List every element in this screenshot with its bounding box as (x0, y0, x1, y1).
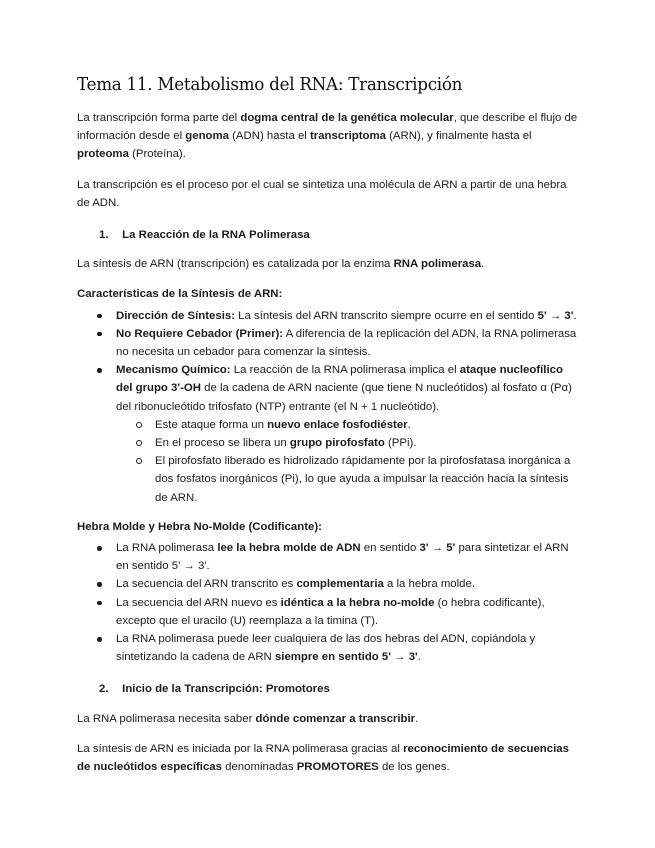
section-2-heading: 2. Inicio de la Transcripción: Promotores (99, 683, 330, 696)
list-item: La secuencia del ARN transcrito es complementaria a la hebra molde. (77, 575, 582, 593)
strands-list (77, 539, 582, 666)
section-2-paragraph-2: La síntesis de ARN es iniciada por la RNA polimerasa gracias al reconocimiento de secuencias de nucleótidos específicas denominadas PROMOTORES de los genes. (77, 742, 569, 774)
characteristics-heading: Características de la Síntesis de ARN: (77, 288, 283, 301)
section-1-paragraph: La síntesis de ARN (transcripción) es catalizada por la enzima RNA polimerasa. (77, 258, 485, 271)
sub-list-item: Este ataque forma un nuevo enlace fosfodiéster. (116, 416, 582, 434)
list-item: La secuencia del ARN nuevo es idéntica a la hebra no-molde (o hebra codificante), excepto que el uracilo (U) reemplaza a la timina (T). (77, 594, 582, 630)
document-page (77, 72, 582, 776)
mechanism-sublist (116, 416, 582, 507)
intro-paragraph-1: La transcripción forma parte del dogma central de la genética molecular, que describe el flujo de información desde el genoma (ADN) hasta el transcriptoma (ARN), y finalmente hasta el proteoma (Proteína). (77, 112, 578, 161)
page-title: Tema 11. Metabolismo del RNA: Transcripción (77, 74, 463, 95)
section-1-heading: 1. La Reacción de la RNA Polimerasa (99, 229, 310, 242)
list-item: Dirección de Síntesis: La síntesis del ARN transcrito siempre ocurre en el sentido 5' → 3'. (77, 307, 582, 325)
list-item: La RNA polimerasa puede leer cualquiera de las dos hebras del ADN, copiándola y sintetizando la cadena de ARN siempre en sentido 5' → 3'. (77, 630, 582, 666)
section-2-paragraph-1: La RNA polimerasa necesita saber dónde comenzar a transcribir. (77, 712, 419, 725)
list-item: No Requiere Cebador (Primer): A diferencia de la replicación del ADN, la RNA polimerasa no necesita un cebador para comenzar la síntesis. (77, 325, 582, 361)
strands-heading: Hebra Molde y Hebra No-Molde (Codificante): (77, 520, 322, 533)
intro-paragraph-2: La transcripción es el proceso por el cual se sintetiza una molécula de ARN a partir de una hebra de ADN. (77, 178, 567, 209)
sub-list-item: En el proceso se libera un grupo pirofosfato (PPi). (116, 434, 582, 452)
list-item: La RNA polimerasa lee la hebra molde de ADN en sentido 3' → 5' para sintetizar el ARN en sentido 5' → 3'. (77, 539, 582, 575)
characteristics-list (77, 307, 582, 507)
sub-list-item: El pirofosfato liberado es hidrolizado rápidamente por la pirofosfatasa inorgánica a dos fosfatos inorgánicos (Pi), lo que ayuda a impulsar la reacción hacia la síntesis de ARN. (116, 452, 582, 507)
list-item: Mecanismo Químico: La reacción de la RNA polimerasa implica el ataque nucleofílico del grupo 3'-OH de la cadena de ARN naciente (que tiene N nucleótidos) al fosfato α (Pα) del ribonucleótido trifosfato (NTP) entrante (el N + 1 nucleótido). Este ataque forma un nuevo enlace fosfodiéster. En el proceso se libera un grupo pirofosfato (PPi). El pirofosfato liberado es hidrolizado rápidamente por la pirofosfatasa inorgánica a dos fosfatos inorgánicos (Pi), lo que ayuda a impulsar la reacción hacia la síntesis de ARN. (77, 361, 582, 507)
